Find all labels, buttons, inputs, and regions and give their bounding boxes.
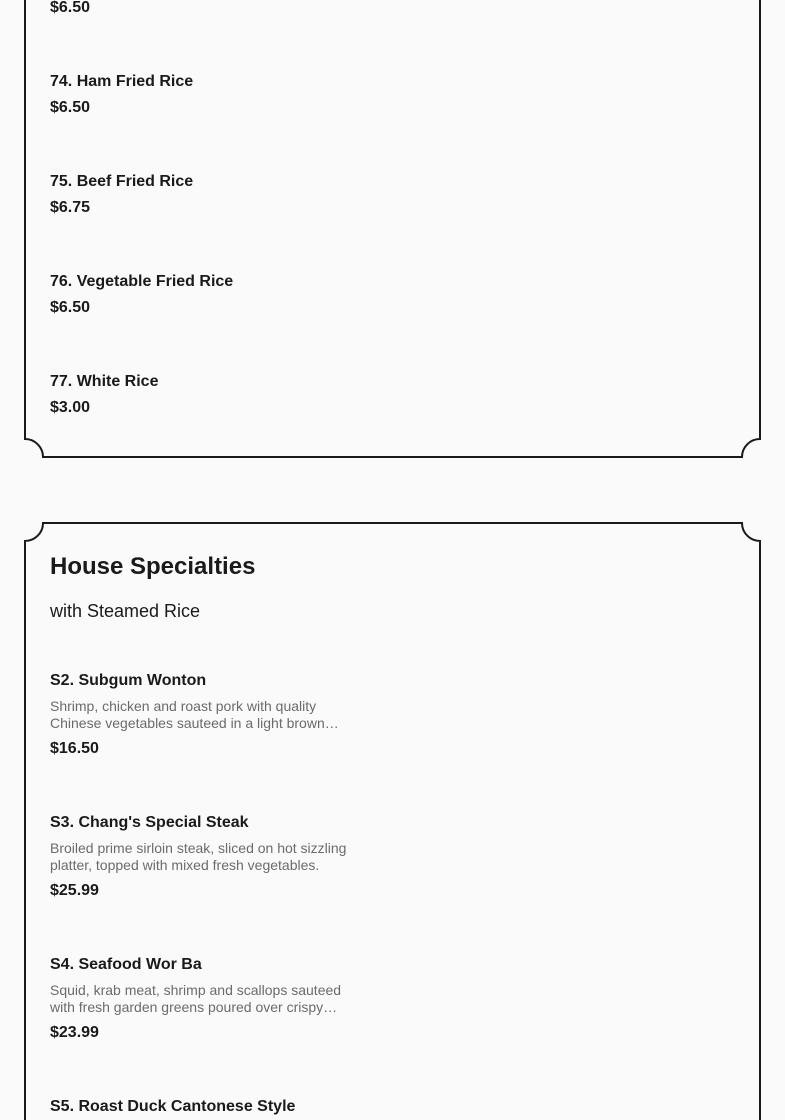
menu-item-description: Squid, krab meat, shrimp and scallops sauteed with fresh garden greens poured over crispy [50, 982, 342, 1015]
section-title: House Specialties [50, 553, 256, 580]
menu-item-name: S2. Subgum Wonton [50, 672, 207, 689]
menu-item-price: $3.00 [50, 399, 91, 416]
menu-item-price: $25.99 [50, 882, 99, 899]
menu-item-name: S3. Chang's Special Steak [50, 814, 249, 831]
menu-item-name: S4. Seafood Wor Ba [50, 956, 202, 973]
menu-item-name: 74. Ham Fried Rice [50, 73, 194, 90]
menu-item-name: 76. Vegetable Fried Rice [50, 273, 234, 290]
house-specialties-section-card [24, 522, 761, 1120]
menu-item-price: $6.75 [50, 199, 91, 216]
menu-item-name: 75. Beef Fried Rice [50, 173, 194, 190]
menu-item-name: S5. Roast Duck Cantonese Style [50, 1098, 296, 1115]
menu-item-description: Shrimp, chicken and roast pork with quality Chinese vegetables sauteed in a light brown [50, 698, 325, 731]
menu-item-description: Broiled prime sirloin steak, sliced on hot sizzling platter, topped with mixed fresh vegetables. [50, 840, 347, 873]
menu-item-price: $6.50 [50, 99, 91, 116]
menu-item-price: $16.50 [50, 740, 99, 757]
menu-item-price: $6.50 [50, 299, 91, 316]
section-subtitle: with Steamed Rice [50, 601, 201, 621]
menu-item-price: $23.99 [50, 1024, 99, 1041]
menu-item-name: 77. White Rice [50, 373, 159, 390]
menu-item-price: $6.50 [50, 0, 91, 16]
fried-rice-section-card [24, 0, 761, 460]
